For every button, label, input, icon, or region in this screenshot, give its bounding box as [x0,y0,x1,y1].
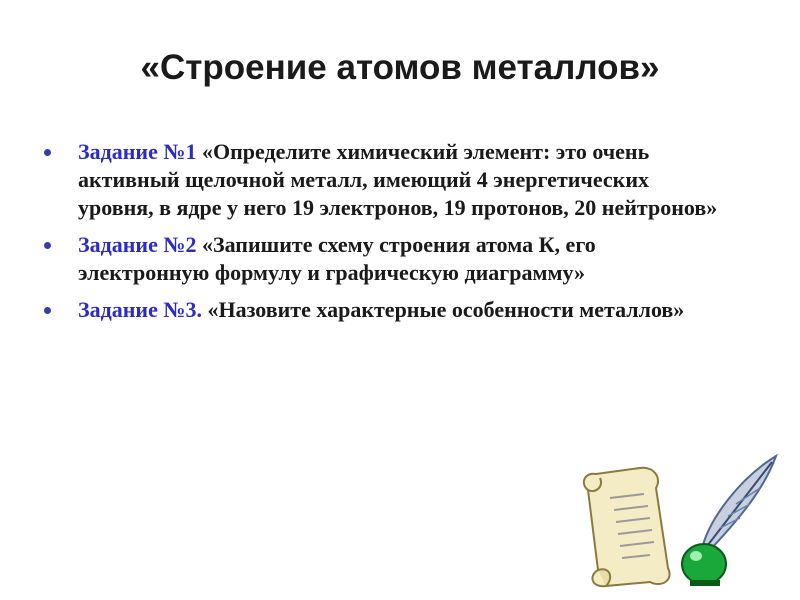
task-label: Задание №3. [78,297,202,322]
task-text: «Определите химический элемент: это очень активный щелочной металл, имеющий 4 энергетических уровня, в ядре у него 19 электронов, 19 протонов, 20 нейтронов» [78,139,718,220]
bullet-icon [44,307,51,314]
ink-pot-icon [682,544,726,586]
task-item-2 [44,231,724,287]
scroll-icon [584,468,670,586]
task-text: «Назовите характерные особенности металлов» [201,297,685,322]
task-list [44,138,724,333]
slide-title: «Строение атомов металлов» [140,48,660,87]
bullet-icon [44,149,51,156]
task-label: Задание №2 [78,232,197,257]
bullet-icon [44,242,51,249]
task-text: «Запишите схему строения атома К, его электронную формулу и графическую диаграмму» [78,232,596,285]
task-item-1 [44,138,724,222]
quill-icon [702,456,776,552]
task-label: Задание №1 [78,139,197,164]
scroll-and-quill-pen-icon [570,448,790,588]
task-item-3 [44,296,724,324]
